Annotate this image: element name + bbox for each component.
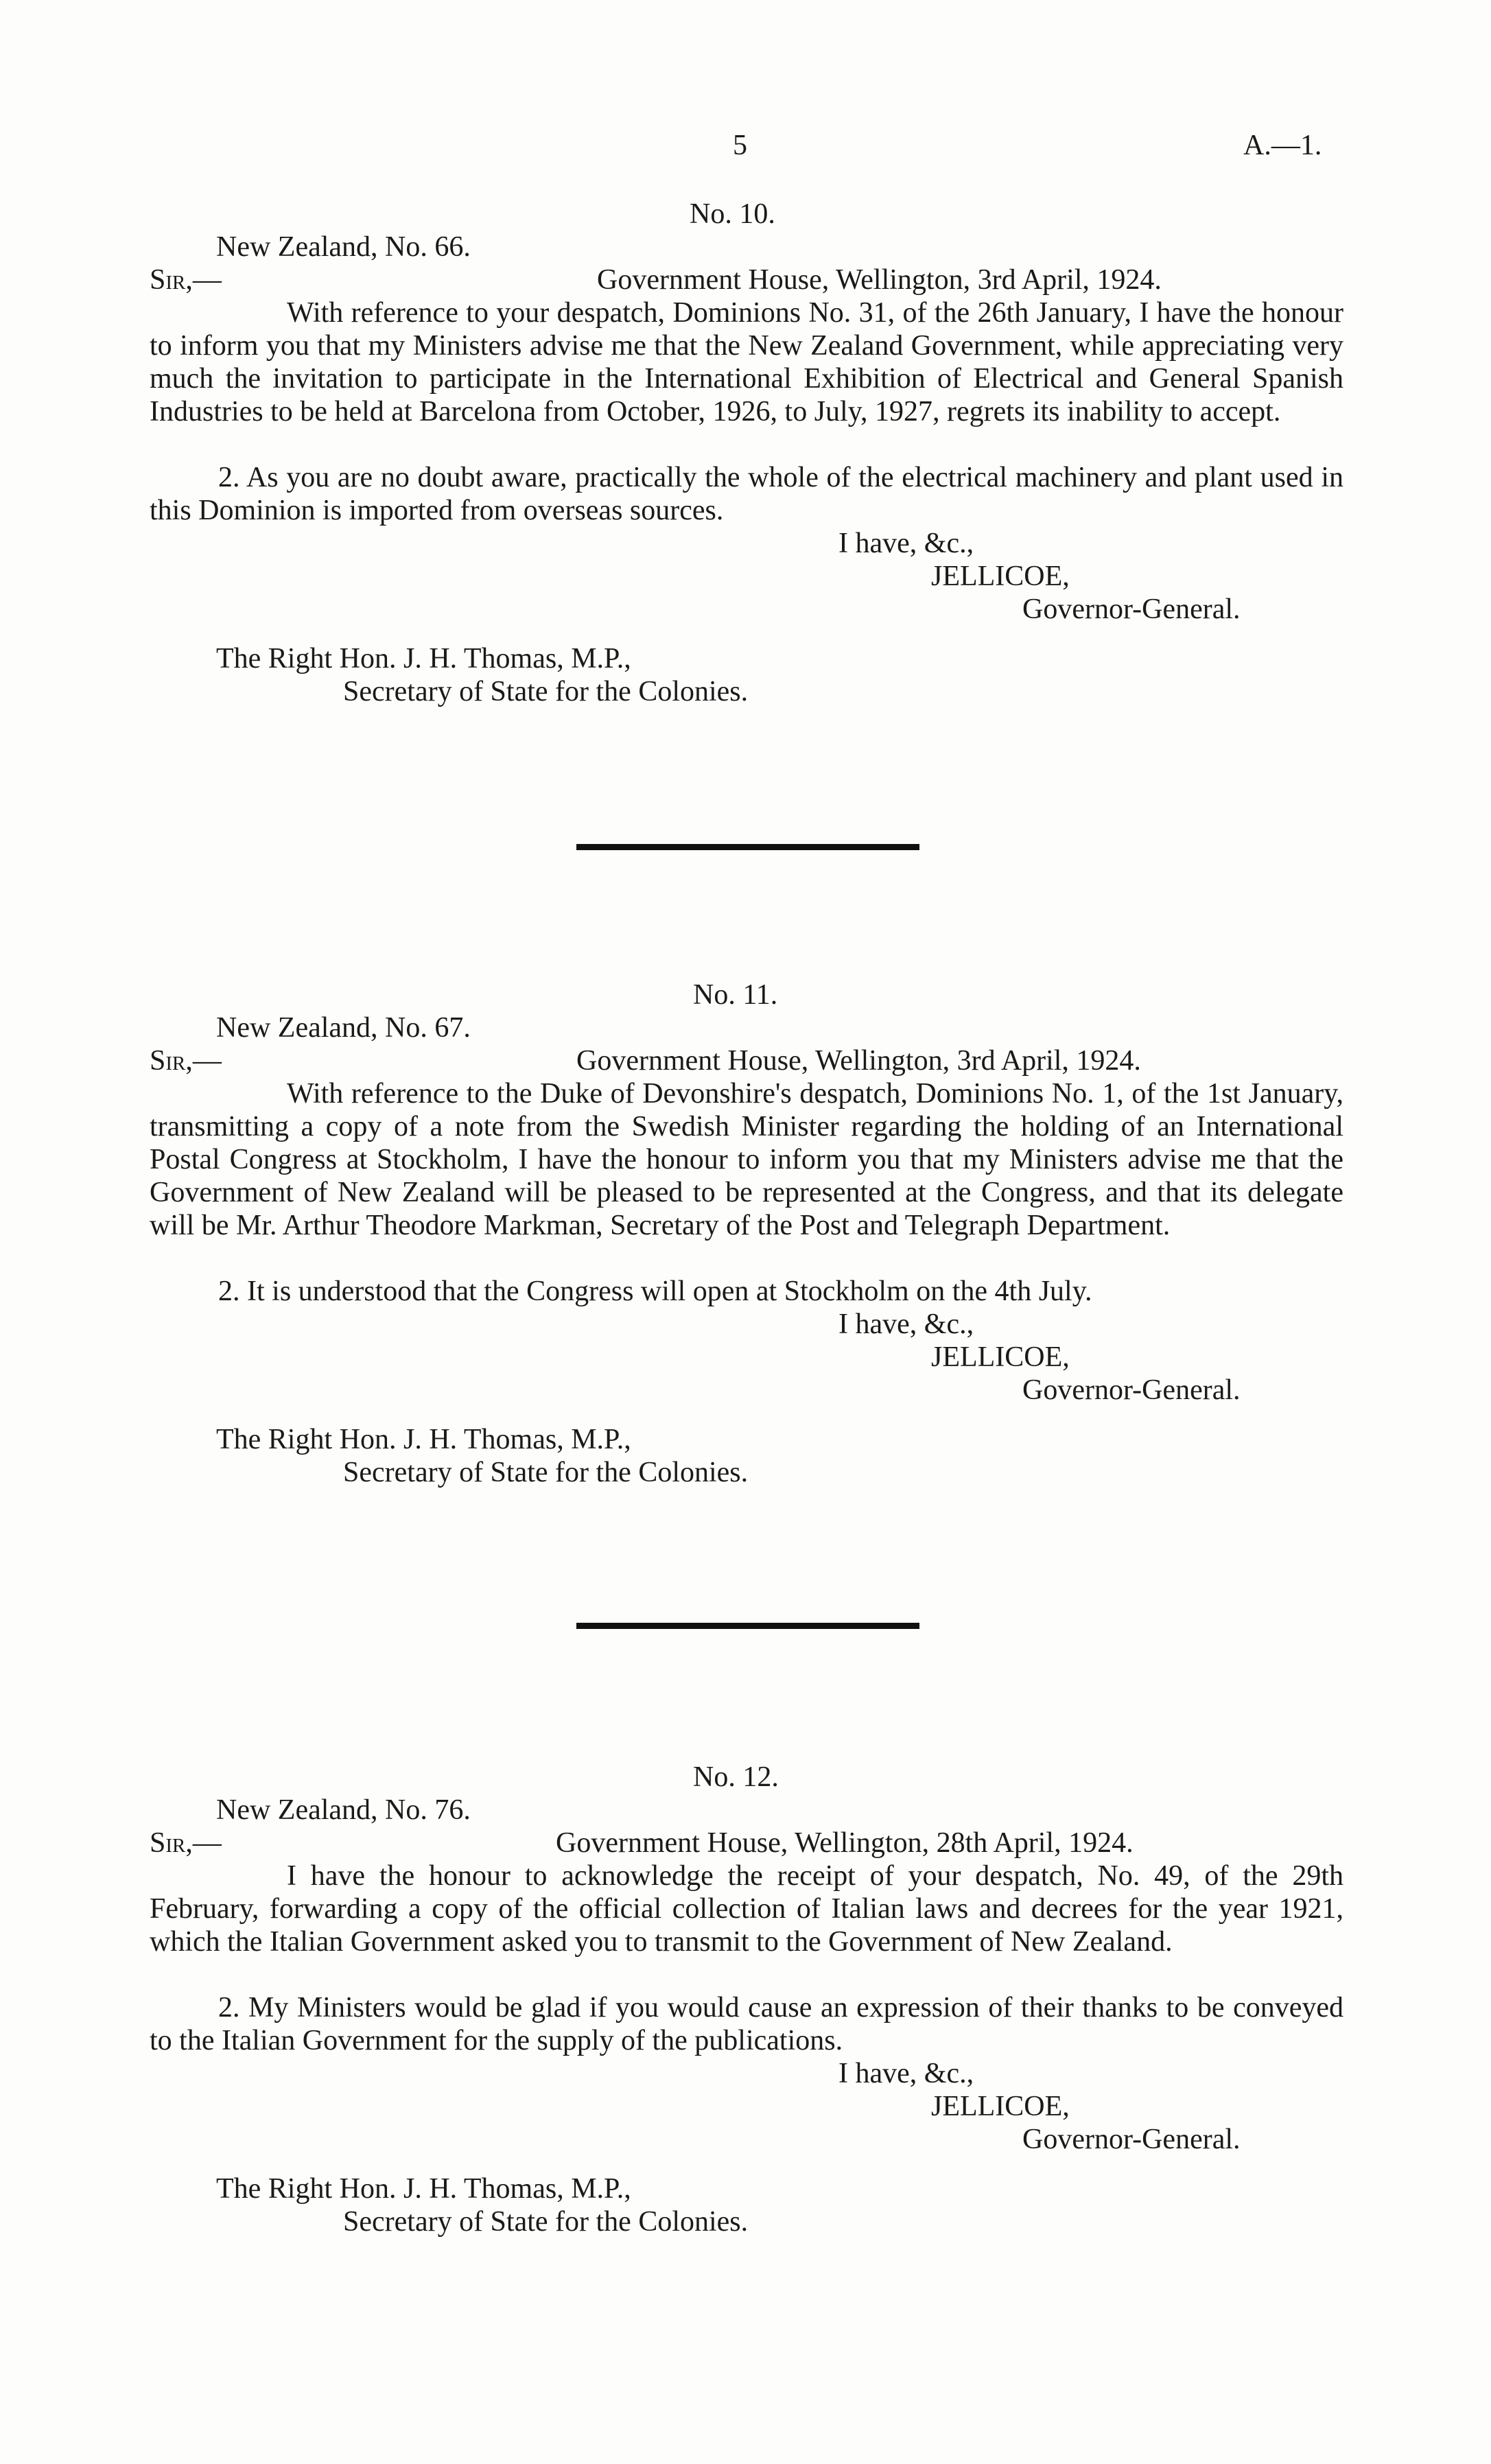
- dateline: Government House, Wellington, 3rd April, 1924.: [597, 264, 1162, 296]
- signature: JELLICOE,: [931, 561, 1070, 592]
- salutation: Sir,—: [150, 1045, 222, 1077]
- addressee: The Right Hon. J. H. Thomas, M.P.,: [216, 1424, 631, 1455]
- section-divider: [576, 844, 919, 850]
- closing: I have, &c.,: [838, 528, 974, 559]
- letter-paragraph-2: 2. As you are no doubt aware, practically the whole of the electrical machinery and plant used in this Dominion is imported from overseas sources.: [150, 462, 1343, 526]
- salutation: Sir,—: [150, 1827, 222, 1859]
- dateline: Government House, Wellington, 3rd April, 1924.: [576, 1045, 1141, 1077]
- addressee-office: Secretary of State for the Colonies.: [343, 1457, 749, 1488]
- letter-paragraph-2: 2. My Ministers would be glad if you would cause an expression of their thanks to be conveyed to the Italian Government for the supply of the publications.: [150, 1992, 1343, 2056]
- letter-paragraph-1: I have the honour to acknowledge the receipt of your despatch, No. 49, of the 29th February, forwarding a copy of the official collection of Italian laws and decrees for the year 1921, which the Italian Government asked you to transmit to the Government of New Zealand.: [150, 1860, 1343, 1958]
- dispatch-reference: New Zealand, No. 76.: [216, 1794, 471, 1826]
- dispatch-reference: New Zealand, No. 67.: [216, 1012, 471, 1044]
- closing: I have, &c.,: [838, 2058, 974, 2089]
- letter-number: No. 11.: [693, 979, 778, 1011]
- letter-paragraph-1: With reference to your despatch, Dominions No. 31, of the 26th January, I have the honour to inform you that my Ministers advise me that the New Zealand Government, while appreciating very much the invitation to participate in the International Exhibition of Electrical and General Spanish Industries to be held at Barcelona from October, 1926, to July, 1927, regrets its inability to accept.: [150, 297, 1343, 427]
- addressee-office: Secretary of State for the Colonies.: [343, 676, 749, 707]
- addressee: The Right Hon. J. H. Thomas, M.P.,: [216, 2173, 631, 2205]
- letter-number: No. 10.: [690, 198, 775, 230]
- letter-paragraph-2: 2. It is understood that the Congress will open at Stockholm on the 4th July.: [218, 1276, 1092, 1307]
- signatory-title: Governor-General.: [1022, 2124, 1241, 2155]
- document-reference: A.—1.: [1243, 130, 1322, 161]
- signature: JELLICOE,: [931, 1341, 1070, 1373]
- addressee: The Right Hon. J. H. Thomas, M.P.,: [216, 643, 631, 674]
- signature: JELLICOE,: [931, 2091, 1070, 2122]
- section-divider: [576, 1623, 919, 1629]
- salutation: Sir,—: [150, 264, 222, 296]
- signatory-title: Governor-General.: [1022, 594, 1241, 625]
- letter-paragraph-1: With reference to the Duke of Devonshire's despatch, Dominions No. 1, of the 1st January, transmitting a copy of a note from the Swedish Minister regarding the holding of an International Postal Congress at Stockholm, I have the honour to inform you that my Ministers advise me that the Government of New Zealand will be pleased to be represented at the Congress, and that its delegate will be Mr. Arthur Theodore Markman, Secretary of the Post and Telegraph Department.: [150, 1078, 1343, 1241]
- closing: I have, &c.,: [838, 1309, 974, 1340]
- letter-number: No. 12.: [693, 1761, 779, 1793]
- dateline: Government House, Wellington, 28th April, 1924.: [556, 1827, 1134, 1859]
- page-number: 5: [733, 130, 747, 161]
- dispatch-reference: New Zealand, No. 66.: [216, 231, 471, 263]
- signatory-title: Governor-General.: [1022, 1374, 1241, 1406]
- addressee-office: Secretary of State for the Colonies.: [343, 2206, 749, 2238]
